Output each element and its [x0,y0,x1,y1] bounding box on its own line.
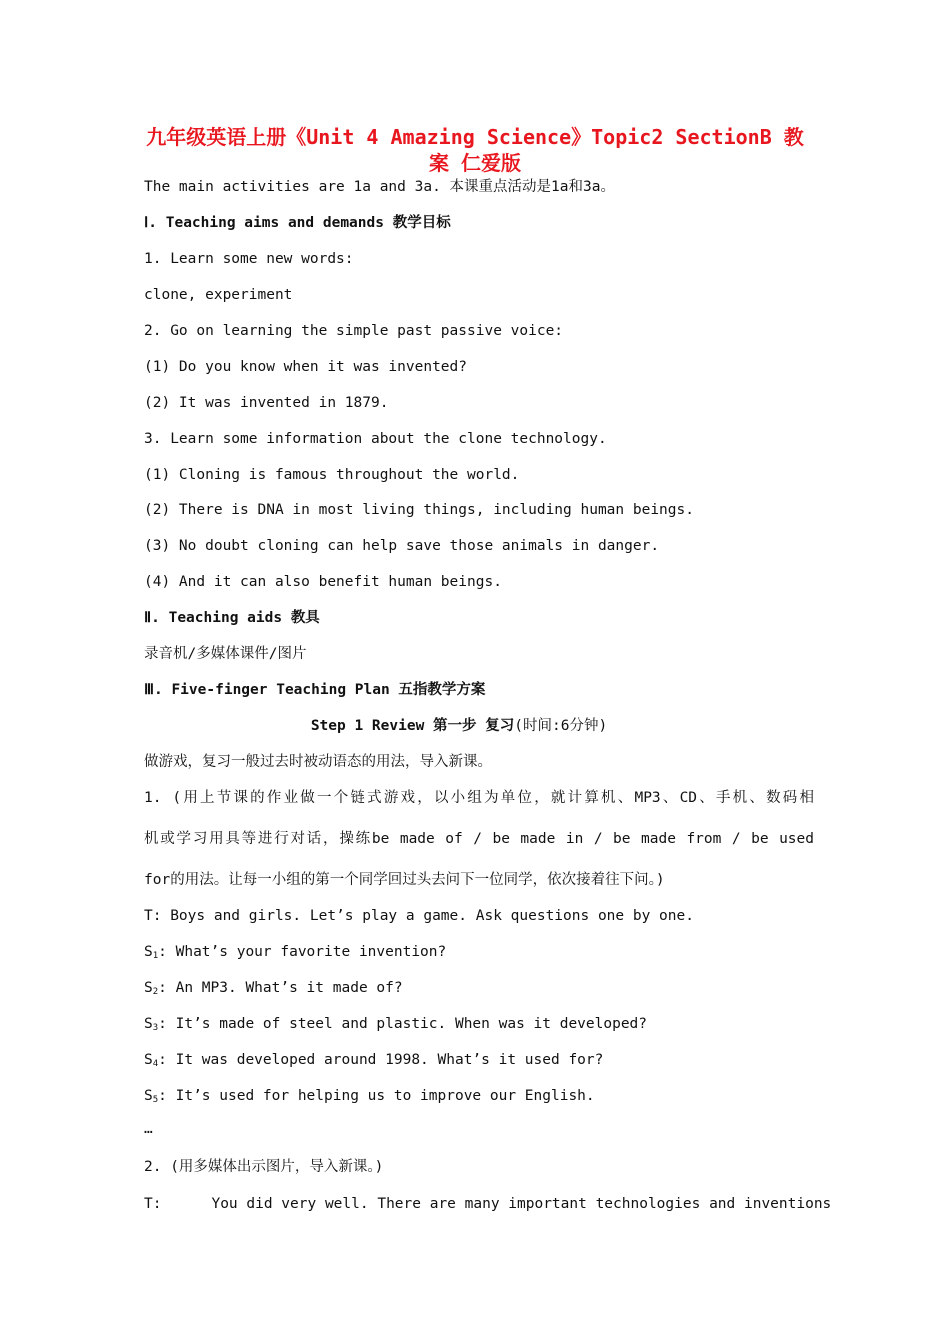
aim-3-item-2: (2) There is DNA in most living things, including human beings. [144,502,694,518]
student-line: : It’s used for helping us to improve our English. [158,1088,595,1104]
student-label: S [144,1088,153,1104]
aim-3-item-3: (3) No doubt cloning can help save those animals in danger. [144,538,660,554]
student-label: S [144,980,153,996]
document-title [130,124,820,176]
student-line: : It’s made of steel and plastic. When was it developed? [158,1016,648,1032]
dialogue-student-5 [144,1086,814,1110]
dialogue-student-2 [144,978,814,1002]
student-line: : An MP3. What’s it made of? [158,980,403,996]
paragraph-1-line-3: for的用法。让每一小组的第一个同学回过头去问下一位同学，依次接着往下问。) [144,872,665,888]
teacher-line: You did very well. There are many important technologies and inventions [211,1196,832,1212]
ellipsis: … [144,1121,153,1137]
student-number: 2 [152,987,159,997]
section-heading-aims: Ⅰ. Teaching aims and demands 教学目标 [144,215,451,231]
student-label: S [144,1052,153,1068]
student-line: : It was developed around 1998. What’s it used for? [158,1052,604,1068]
dialogue-student-4 [144,1050,814,1074]
teaching-aids-list: 录音机/多媒体课件/图片 [144,646,307,662]
paragraph-1-line-2: 机或学习用具等进行对话，操练be made of / be made in / be made from / be used [144,831,814,847]
student-number: 3 [152,1023,159,1033]
section-heading-plan: Ⅲ. Five-finger Teaching Plan 五指教学方案 [144,682,486,698]
step-1-heading [144,716,774,736]
student-number: 1 [152,951,159,961]
student-label: S [144,944,153,960]
aim-3-item-4: (4) And it can also benefit human beings. [144,574,502,590]
student-number: 4 [152,1059,159,1069]
step-1-description: 做游戏，复习一般过去时被动语态的用法，导入新课。 [144,754,492,770]
aim-2-item-2: (2) It was invented in 1879. [144,395,389,411]
dialogue-student-3 [144,1014,814,1038]
step-1-title: Step 1 Review 第一步 复习 [310,718,515,734]
dialogue-teacher-1: T: Boys and girls. Let’s play a game. Ask questions one by one. [144,908,694,924]
aim-1: 1. Learn some new words: [144,251,354,267]
aim-2-item-1: (1) Do you know when it was invented? [144,359,468,375]
aim-2: 2. Go on learning the simple past passive voice: [144,323,564,339]
title-line-1: 九年级英语上册《Unit 4 Amazing Science》Topic2 SectionB 教 [146,125,804,149]
title-line-2: 案 仁爱版 [428,151,522,175]
paragraph-2: 2. (用多媒体出示图片，导入新课。) [144,1159,384,1175]
student-number: 5 [152,1095,159,1105]
aim-3: 3. Learn some information about the clone technology. [144,431,607,447]
aim-1-words: clone, experiment [144,287,293,303]
section-heading-aids: Ⅱ. Teaching aids 教具 [144,610,320,626]
aim-3-item-1: (1) Cloning is famous throughout the world. [144,467,520,483]
teacher-label: T: [144,1196,162,1212]
dialogue-student-1 [144,942,814,966]
dialogue-teacher-2 [144,1194,832,1214]
student-label: S [144,1016,153,1032]
student-line: : What’s your favorite invention? [158,944,447,960]
step-1-time: (时间:6分钟) [514,718,608,734]
paragraph-1-line-1: 1. (用上节课的作业做一个链式游戏，以小组为单位，就计算机、MP3、CD、手机、数码相 [144,790,814,806]
intro-text: The main activities are 1a and 3a. 本课重点活动是1a和3a。 [144,179,615,195]
